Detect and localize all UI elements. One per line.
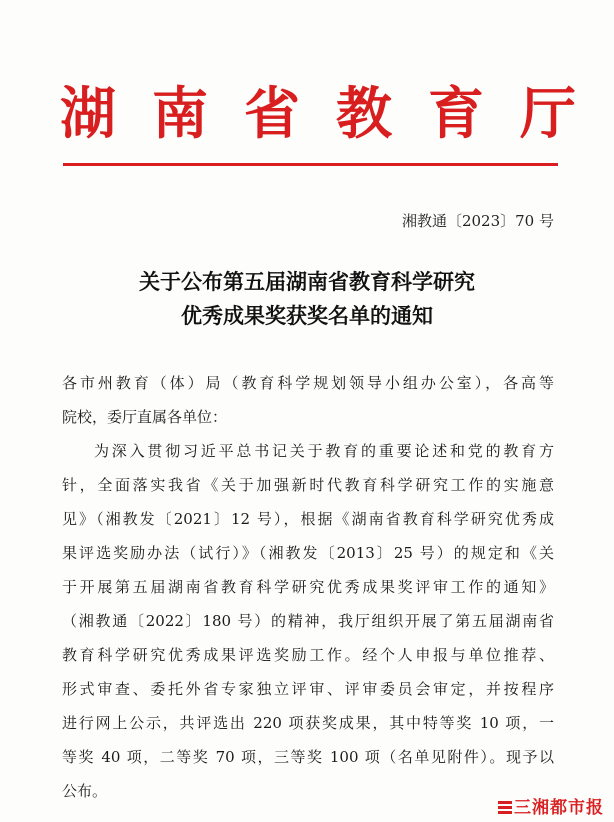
bars-logo-icon [498, 800, 512, 814]
document-title-line-2: 优秀成果奖获奖名单的通知 [181, 304, 433, 328]
body-line: 果评选奖励办法（试行）》（湘教发〔2013〕25 号）的规定和《关 [62, 544, 554, 562]
body-line: 教育科学研究优秀成果评选奖励工作。经个人申报与单位推荐、 [62, 646, 554, 664]
body-line: 为深入贯彻习近平总书记关于教育的重要论述和党的教育方 [94, 442, 554, 460]
body-line: （湘教通〔2022〕180 号）的精神，我厅组织开展了第五届湖南省 [62, 612, 554, 630]
body-line: 进行网上公示，共评选出 220 项获奖成果，其中特等奖 10 项，一 [62, 714, 554, 732]
body-line: 见》（湘教发〔2021〕12 号），根据《湖南省教育科学研究优秀成 [62, 510, 554, 528]
newspaper-watermark [498, 793, 604, 818]
body-line: 各市州教育（体）局（教育科学规划领导小组办公室），各高等 [62, 374, 554, 392]
body-line: 公布。 [62, 782, 108, 800]
body-line: 形式审查、委托外省专家独立评审、评审委员会审定，并按程序 [62, 680, 554, 698]
body-line: 针，全面落实我省《关于加强新时代教育科学研究工作的实施意 [62, 476, 554, 494]
masthead-red-rule [63, 163, 558, 166]
body-line: 于开展第五届湖南省教育科学研究优秀成果奖评审工作的通知》 [62, 578, 554, 596]
document-number: 湘教通〔2023〕70 号 [401, 212, 554, 230]
watermark-brand-text: 三湘都市报 [514, 798, 604, 818]
body-line: 等奖 40 项，二等奖 70 项，三等奖 100 项（名单见附件）。现予以 [62, 748, 554, 766]
document-title-line-1: 关于公布第五届湖南省教育科学研究 [139, 270, 475, 294]
agency-masthead: 湖南省教育厅 [60, 82, 612, 147]
body-line: 院校，委厅直属各单位： [62, 408, 228, 426]
